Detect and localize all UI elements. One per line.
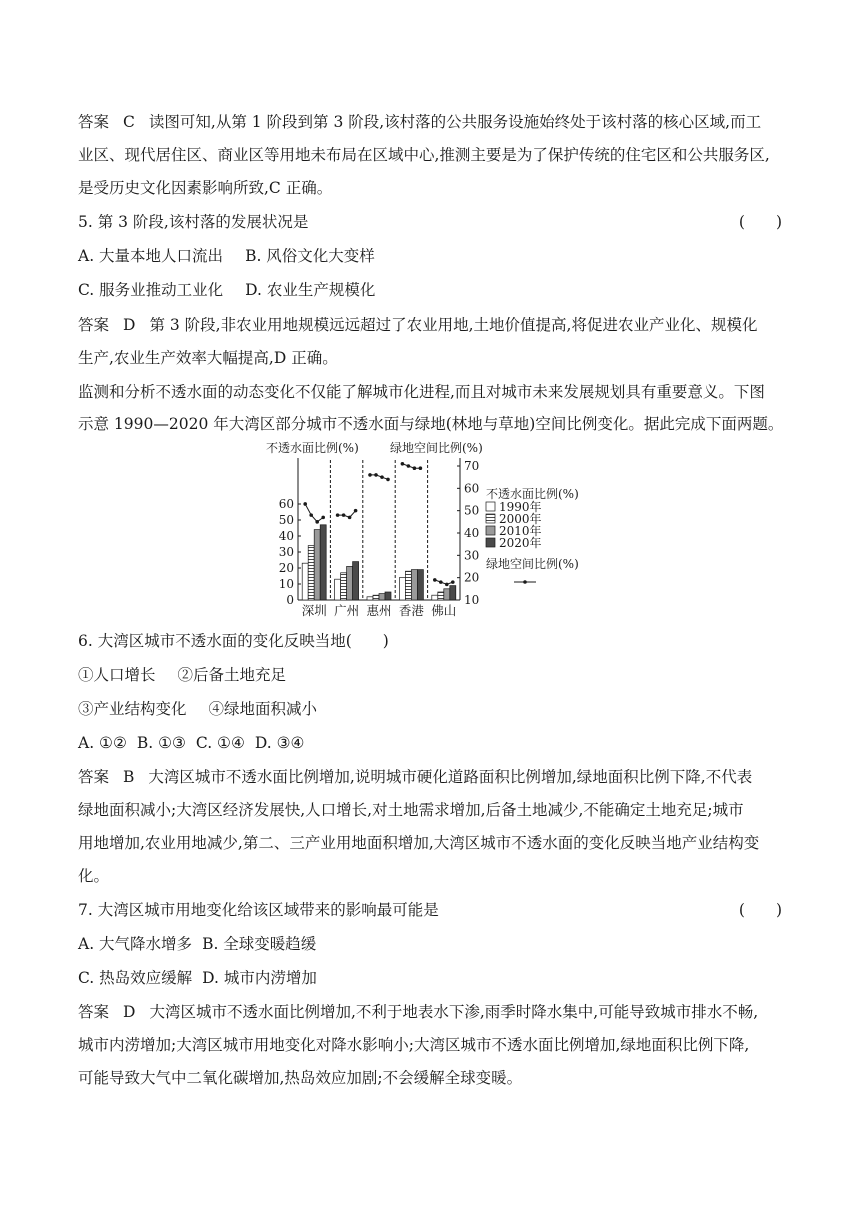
legend-label: 2020年: [499, 536, 542, 550]
q7-stem: [78, 900, 782, 920]
right-tick-label: 40: [464, 526, 480, 540]
bar: [385, 592, 391, 600]
q4-answer-line-3: 是受历史文化因素影响所致,C 正确。: [78, 179, 333, 197]
legend-label: 1990年: [499, 500, 542, 514]
q5-options-row-2: [78, 280, 782, 300]
option-c: C. 服务业推动工业化: [78, 281, 224, 299]
answer-paren: ( ): [738, 213, 782, 231]
left-tick-label: 50: [278, 513, 294, 527]
green-space-line: [370, 475, 388, 479]
green-space-point: [321, 516, 325, 520]
answer-key: C: [123, 113, 135, 131]
green-space-point: [348, 516, 352, 520]
bar: [302, 563, 308, 600]
green-space-point: [445, 583, 449, 587]
legend-line-point: [523, 580, 527, 584]
legend-swatch: [486, 538, 495, 547]
bar: [411, 570, 417, 600]
bar: [320, 525, 326, 600]
category-label: 香港: [398, 603, 424, 618]
green-space-point: [374, 473, 378, 477]
q6-answer-line-4: 化。: [78, 867, 110, 885]
q7-answer-line-3: 可能导致大气中二氧化碳增加,热岛效应加剧;不会缓解全球变暖。: [78, 1069, 523, 1087]
bar: [308, 546, 314, 600]
category-label: 深圳: [301, 603, 327, 618]
option-b: B. 风俗文化大变样: [245, 247, 375, 265]
q7-options-row-2: [78, 968, 782, 988]
bar: [347, 566, 353, 600]
bar: [341, 573, 347, 600]
green-space-point: [368, 473, 372, 477]
right-tick-label: 60: [464, 481, 480, 496]
q6-answer-line-2: 绿地面积减小;大湾区经济发展快,人口增长,对土地需求增加,后备土地减少,不能确定土地充足;城市: [78, 801, 744, 819]
q5-stem: [78, 212, 782, 232]
answer-text: 大湾区城市不透水面比例增加,说明城市硬化道路面积比例增加,绿地面积比例下降,不代表: [148, 768, 753, 786]
green-space-line: [338, 511, 356, 518]
q5-options-row-1: [78, 246, 782, 266]
q7-options-row-1: [78, 934, 782, 954]
question-text: 7. 大湾区城市用地变化给该区域带来的影响最可能是: [78, 901, 439, 919]
option-d: D. 城市内涝增加: [202, 969, 317, 987]
legend-label: 2000年: [499, 512, 542, 526]
option-a: A. 大气降水增多: [78, 935, 193, 953]
green-space-line: [435, 580, 453, 584]
left-tick-label: 60: [278, 497, 294, 511]
right-axis-title: 绿地空间比例(%): [390, 441, 483, 455]
q7-answer-line-1: [78, 1002, 782, 1022]
q6-options: [78, 733, 782, 753]
green-space-point: [303, 502, 307, 506]
item-2: ②后备土地充足: [177, 666, 287, 684]
q6-answer-line-3: 用地增加,农业用地减少,第二、三产业用地面积增加,大湾区城市不透水面的变化反映当地产业结构变: [78, 834, 760, 852]
answer-text: 读图可知,从第 1 阶段到第 3 阶段,该村落的公共服务设施始终处于该村落的核心区域,而工: [148, 113, 762, 131]
q7-answer-line-2: 城市内涝增加;大湾区城市用地变化对降水影响小;大湾区城市不透水面比例增加,绿地面积比例下降,: [78, 1036, 750, 1054]
left-tick-label: 40: [278, 529, 294, 543]
bar: [314, 530, 320, 600]
q6-items-row-1: [78, 665, 782, 685]
option-c: C. ①④: [195, 734, 245, 752]
bar: [450, 586, 456, 600]
impervious-green-chart: [262, 438, 602, 624]
green-space-point: [407, 464, 411, 468]
item-3: ③产业结构变化: [78, 700, 187, 718]
legend-swatch: [486, 514, 495, 523]
left-tick-label: 20: [278, 561, 294, 575]
left-tick-label: 10: [278, 577, 294, 591]
bar: [417, 570, 423, 600]
bar: [444, 589, 450, 600]
bar: [432, 595, 438, 600]
green-space-point: [342, 513, 346, 517]
right-tick-label: 50: [464, 503, 480, 518]
legend-swatch: [486, 526, 495, 535]
green-space-point: [380, 475, 384, 479]
left-tick-label: 30: [278, 545, 294, 559]
chart-bars: [302, 525, 456, 600]
answer-label: 答案: [78, 1003, 110, 1021]
item-4: ④绿地面积减小: [208, 700, 318, 718]
legend-title: 不透水面比例(%): [486, 487, 579, 501]
category-label: 佛山: [431, 603, 457, 618]
right-tick-label: 30: [464, 548, 480, 563]
option-d: D. ③④: [254, 734, 305, 752]
answer-text: 第 3 阶段,非农业用地规模远远超过了农业用地,土地价值提高,将促进农业产业化、规模化: [149, 316, 758, 334]
q6-stem: 6. 大湾区城市不透水面的变化反映当地( ): [78, 632, 389, 650]
q6-answer-line-1: [78, 767, 782, 787]
q5-answer-line-1: [78, 315, 782, 335]
option-a: A. ①②: [78, 734, 127, 752]
green-space-point: [413, 466, 417, 470]
answer-key: B: [123, 768, 135, 786]
green-space-line: [305, 504, 323, 522]
answer-label: 答案: [78, 316, 110, 334]
legend-swatch: [486, 502, 495, 511]
green-space-point: [386, 478, 390, 482]
green-space-point: [439, 580, 443, 584]
option-b: B. ①③: [136, 734, 186, 752]
bar: [373, 595, 379, 600]
green-space-point: [309, 513, 313, 517]
option-b: B. 全球变暖趋缓: [202, 935, 317, 953]
right-tick-label: 20: [464, 570, 480, 585]
left-tick-label: 0: [286, 593, 294, 607]
question-text: 5. 第 3 阶段,该村落的发展状况是: [78, 213, 309, 231]
q6-items-row-2: [78, 699, 782, 719]
answer-key: D: [123, 1003, 136, 1021]
category-label: 惠州: [366, 603, 392, 618]
green-space-point: [401, 462, 405, 466]
green-space-point: [451, 580, 455, 584]
legend-label: 2010年: [499, 524, 542, 538]
right-tick-label: 10: [464, 593, 480, 607]
intro-line-1: 监测和分析不透水面的动态变化不仅能了解城市化进程,而且对城市未来发展规划具有重要意义。下图: [78, 383, 765, 401]
item-1: ①人口增长: [78, 666, 156, 684]
option-d: D. 农业生产规模化: [245, 281, 376, 299]
green-space-line: [402, 464, 420, 468]
left-axis-title: 不透水面比例(%): [266, 441, 359, 455]
bar: [438, 592, 444, 600]
right-tick-label: 70: [464, 459, 480, 473]
option-a: A. 大量本地人口流出: [78, 247, 224, 265]
bar: [379, 594, 385, 600]
answer-label: 答案: [78, 113, 110, 131]
legend-line-label: 绿地空间比例(%): [486, 557, 579, 571]
green-space-point: [433, 578, 437, 582]
green-space-point: [419, 466, 423, 470]
bar: [399, 578, 405, 600]
q4-answer-line-2: 业区、现代居住区、商业区等用地未布局在区域中心,推测主要是为了保护传统的住宅区和公共服务区,: [78, 146, 770, 164]
green-space-point: [315, 520, 319, 524]
category-label: 广州: [334, 603, 360, 618]
option-c: C. 热岛效应缓解: [78, 969, 193, 987]
answer-key: D: [123, 316, 136, 334]
intro-line-2: 示意 1990—2020 年大湾区部分城市不透水面与绿地(林地与草地)空间比例变化。据此完成下面两题。: [78, 415, 784, 433]
answer-label: 答案: [78, 768, 110, 786]
bar: [367, 597, 373, 600]
q5-answer-line-2: 生产,农业生产效率大幅提高,D 正确。: [78, 349, 338, 367]
bar: [405, 571, 411, 600]
bar: [335, 579, 341, 600]
bar: [353, 562, 359, 600]
green-space-point: [336, 513, 340, 517]
answer-paren: ( ): [738, 901, 782, 919]
green-space-point: [354, 509, 358, 513]
q4-answer-line-1: [78, 112, 782, 132]
answer-text: 大湾区城市不透水面比例增加,不利于地表水下渗,雨季时降水集中,可能导致城市排水不畅,: [149, 1003, 759, 1021]
